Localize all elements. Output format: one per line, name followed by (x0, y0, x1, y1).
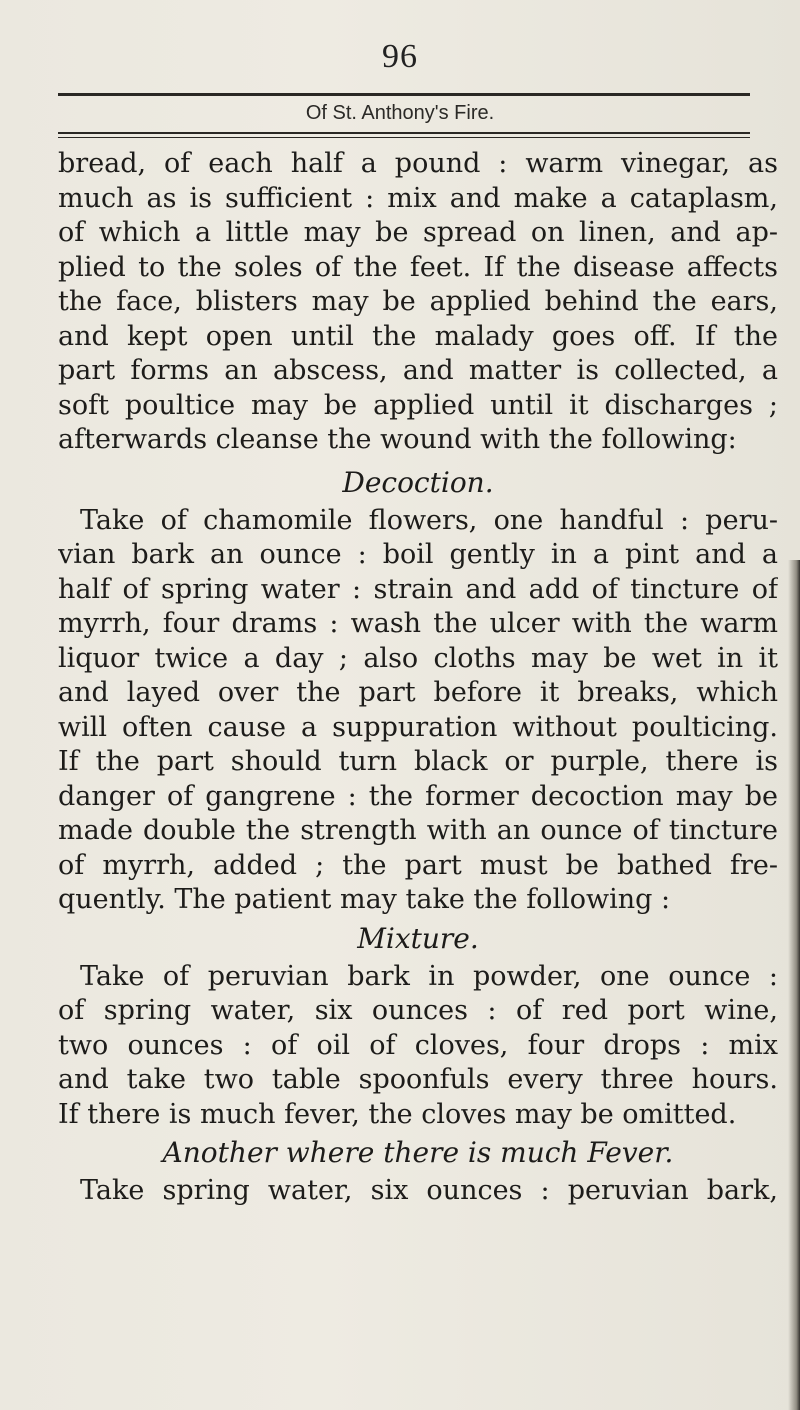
paragraph-decoction (58, 504, 778, 918)
paragraph-mixture (58, 960, 778, 1133)
text-line: much as is sufficient : mix and make a cataplasm, (58, 182, 778, 214)
text-line: and take two table spoonfuls every three hours. (58, 1064, 778, 1095)
header-rule-bottom-thin (58, 137, 750, 138)
text-line: vian bark an ounce : boil gently in a pint and a (58, 539, 778, 570)
running-head: Of St. Anthony's Fire. (305, 102, 495, 124)
heading-mixture: Mixture. (357, 921, 479, 955)
text-line: part forms an abscess, and matter is collected, a (58, 355, 778, 386)
text-line: of myrrh, added ; the part must be bathed fre- (58, 849, 778, 881)
text-line: will often cause a suppuration without poulticing. (58, 711, 778, 743)
text-line: of which a little may be spread on linen, and ap- (58, 217, 778, 248)
heading-decoction: Decoction. (342, 465, 494, 499)
text-line: and kept open until the malady goes off. If the (58, 320, 778, 352)
page-edge-shadow (788, 560, 800, 1410)
text-line: two ounces : of oil of cloves, four drops : mix (58, 1029, 778, 1061)
text-line: plied to the soles of the feet. If the disease affects (58, 251, 778, 283)
text-line: the face, blisters may be applied behind the ears, (58, 286, 778, 317)
text-line: and layed over the part before it breaks, which (58, 677, 778, 708)
text-line: liquor twice a day ; also cloths may be wet in it (58, 642, 778, 674)
paragraph-cataplasm (58, 147, 778, 458)
text-line: danger of gangrene : the former decoction may be (58, 780, 778, 812)
text-line: Take spring water, six ounces : peruvian bark, (80, 1175, 778, 1206)
text-line: If the part should turn black or purple, there is (58, 746, 778, 777)
text-line: half of spring water : strain and add of tincture of (58, 573, 778, 605)
text-line: myrrh, four drams : wash the ulcer with the warm (58, 608, 778, 639)
paragraph-another (58, 1174, 778, 1209)
text-line: quently. The patient may take the following : (58, 884, 671, 915)
text-line: If there is much fever, the cloves may be omitted. (58, 1098, 737, 1130)
text-line: bread, of each half a pound : warm vinegar, as (58, 148, 778, 179)
text-line: afterwards cleanse the wound with the following: (58, 424, 737, 455)
page-number: 96 (382, 38, 418, 75)
text-line: Take of peruvian bark in powder, one ounce : (80, 960, 778, 992)
text-line: of spring water, six ounces : of red port wine, (58, 995, 778, 1026)
heading-another-fever: Another where there is much Fever. (162, 1136, 674, 1169)
body-text (58, 147, 778, 1209)
header-rule-bottom (58, 132, 750, 134)
text-line: soft poultice may be applied until it discharges ; (58, 389, 778, 421)
header-rule-top (58, 93, 750, 96)
text-line: made double the strength with an ounce of tincture (58, 815, 778, 846)
text-line: Take of chamomile flowers, one handful : peru- (80, 504, 778, 536)
